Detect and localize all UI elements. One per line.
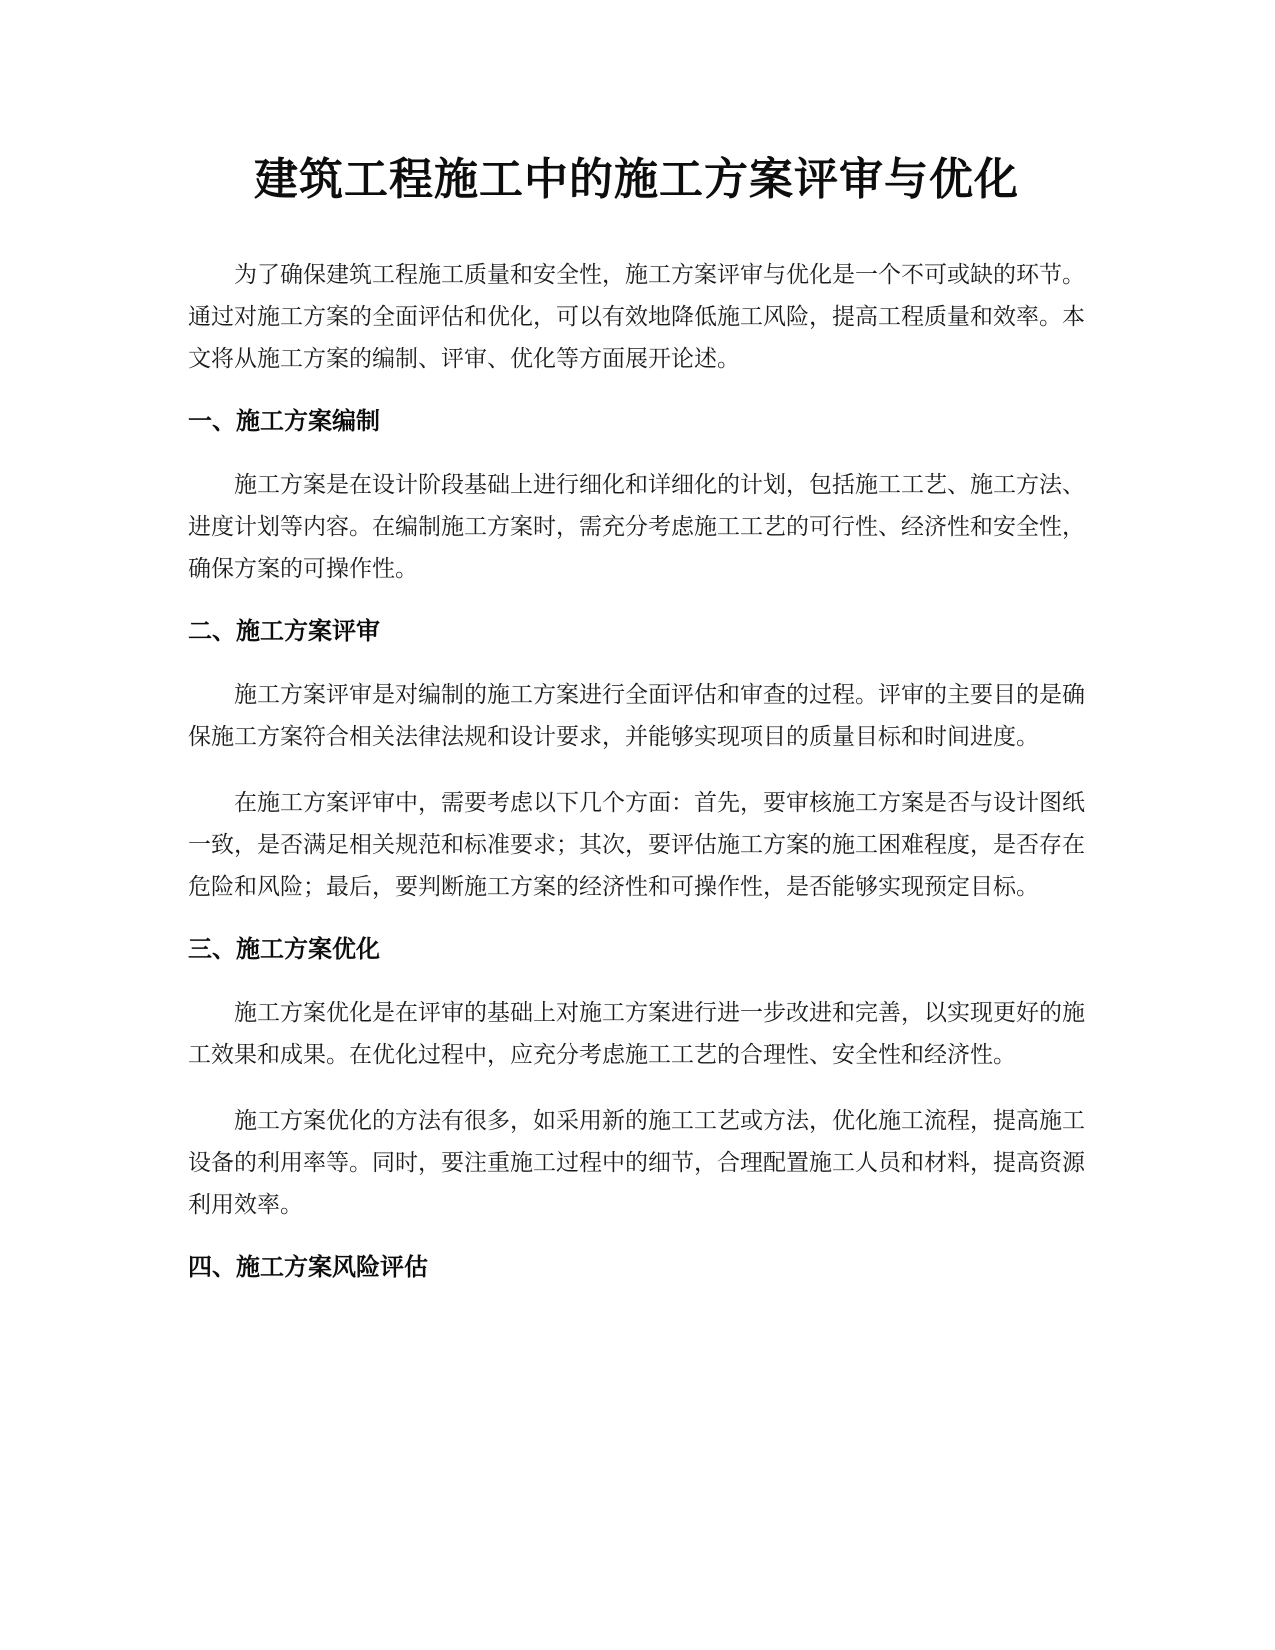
section-paragraph: 施工方案评审是对编制的施工方案进行全面评估和审查的过程。评审的主要目的是确保施工方案符合相关法律法规和设计要求，并能够实现项目的质量目标和时间进度。: [188, 682, 1085, 750]
section-heading: 一、施工方案编制: [188, 407, 380, 435]
section-heading: 四、施工方案风险评估: [188, 1253, 428, 1281]
section-review: [188, 614, 1085, 908]
section-heading: 三、施工方案优化: [188, 935, 380, 963]
page-title: 建筑工程施工中的施工方案评审与优化: [254, 154, 1019, 205]
section-compilation: [188, 404, 1085, 590]
section-risk-assessment: [188, 1250, 1085, 1284]
intro-paragraph: 为了确保建筑工程施工质量和安全性，施工方案评审与优化是一个不可或缺的环节。通过对施工方案的全面评估和优化，可以有效地降低施工风险，提高工程质量和效率。本文将从施工方案的编制、评审、优化等方面展开论述。: [188, 262, 1085, 372]
section-paragraph: 在施工方案评审中，需要考虑以下几个方面：首先，要审核施工方案是否与设计图纸一致，是否满足相关规范和标准要求；其次，要评估施工方案的施工困难程度，是否存在危险和风险；最后，要判断施工方案的经济性和可操作性，是否能够实现预定目标。: [188, 790, 1085, 900]
section-paragraph: 施工方案优化是在评审的基础上对施工方案进行进一步改进和完善，以实现更好的施工效果和成果。在优化过程中，应充分考虑施工工艺的合理性、安全性和经济性。: [188, 1000, 1085, 1068]
section-paragraph: 施工方案是在设计阶段基础上进行细化和详细化的计划，包括施工工艺、施工方法、进度计划等内容。在编制施工方案时，需充分考虑施工工艺的可行性、经济性和安全性，确保方案的可操作性。: [188, 472, 1085, 582]
section-paragraph: 施工方案优化的方法有很多，如采用新的施工工艺或方法，优化施工流程，提高施工设备的利用率等。同时，要注重施工过程中的细节，合理配置施工人员和材料，提高资源利用效率。: [188, 1108, 1085, 1218]
section-optimization: [188, 932, 1085, 1226]
document-body: [188, 148, 1085, 1310]
section-heading: 二、施工方案评审: [188, 617, 380, 645]
